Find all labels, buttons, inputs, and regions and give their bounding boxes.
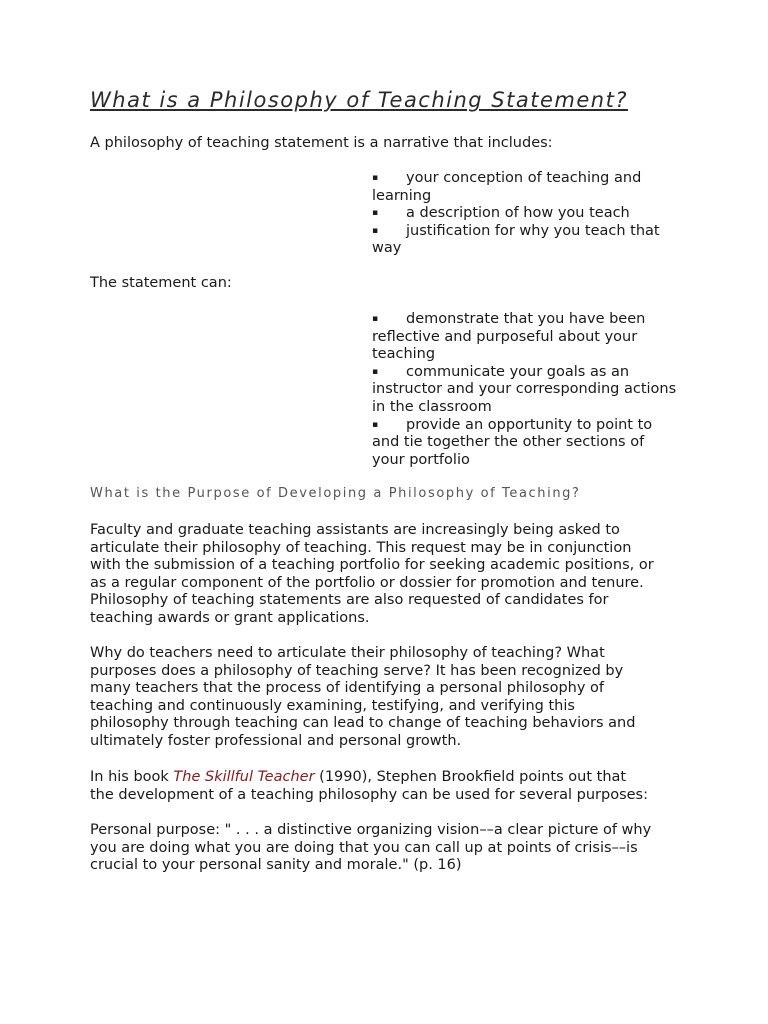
section-subheading: What is the Purpose of Developing a Philosophy of Teaching? <box>90 486 581 501</box>
includes-list <box>372 170 677 258</box>
bullet-icon: ▪ <box>372 225 379 236</box>
text-line: you are doing what you are doing that you can call up at points of crisis––is <box>90 839 638 856</box>
intro-paragraph: A philosophy of teaching statement is a narrative that includes: <box>90 135 553 151</box>
list-item-text: justification for why you teach that way <box>372 222 660 257</box>
list-item-text: a description of how you teach <box>406 205 630 222</box>
text-line: many teachers that the process of identifying a personal philosophy of <box>90 680 605 697</box>
text-segment: (1990), Stephen Brookfield points out that <box>314 769 627 785</box>
list-item <box>372 170 677 205</box>
text-segment: In his book <box>90 769 174 785</box>
paragraph-personal-purpose <box>90 822 690 875</box>
paragraph-why <box>90 645 690 751</box>
text-line: the development of a teaching philosophy can be used for several purposes: <box>90 786 648 803</box>
text-line: Faculty and graduate teaching assistants are increasingly being asked to <box>90 522 620 538</box>
list-item <box>372 311 677 364</box>
text-line: Personal purpose: " . . . a distinctive organizing vision––a clear picture of why <box>90 822 652 838</box>
text-line: ultimately foster professional and personal growth. <box>90 732 462 749</box>
paragraph-brookfield <box>90 769 690 804</box>
list-item <box>372 223 677 258</box>
text-line: articulate their philosophy of teaching. This request may be in conjunction <box>90 539 632 556</box>
book-title: The Skillful Teacher <box>173 769 315 785</box>
list-item <box>372 364 677 417</box>
paragraph-purpose <box>90 522 690 628</box>
text-line: purposes does a philosophy of teaching serve? It has been recognized by <box>90 662 624 679</box>
bullet-icon: ▪ <box>372 366 379 377</box>
list-item-text: communicate your goals as an instructor and your corresponding actions in the classroom <box>372 363 677 415</box>
text-line: teaching and continuously examining, testifying, and verifying this <box>90 697 575 714</box>
list-item <box>372 417 677 470</box>
list-item-text: demonstrate that you have been reflective and purposeful about your teaching <box>372 311 646 363</box>
list-item-text: your conception of teaching and learning <box>372 170 642 204</box>
bullet-icon: ▪ <box>372 419 379 430</box>
text-line: Philosophy of teaching statements are also requested of candidates for <box>90 592 609 609</box>
text-line: with the submission of a teaching portfolio for seeking academic positions, or <box>90 557 654 574</box>
bullet-icon: ▪ <box>372 208 379 219</box>
text-line: teaching awards or grant applications. <box>90 609 370 626</box>
text-line: as a regular component of the portfolio or dossier for promotion and tenure. <box>90 574 644 591</box>
document-title: What is a Philosophy of Teaching Statement? <box>90 88 628 112</box>
list-item-text: provide an opportunity to point to and tie together the other sections of your portfolio <box>372 416 653 468</box>
text-line: crucial to your personal sanity and morale." (p. 16) <box>90 857 462 874</box>
statement-can-list <box>372 311 677 469</box>
bullet-icon: ▪ <box>372 314 379 324</box>
bullet-icon: ▪ <box>372 173 379 183</box>
statement-can-label: The statement can: <box>90 275 232 291</box>
text-line: Why do teachers need to articulate their philosophy of teaching? What <box>90 645 605 661</box>
text-line: philosophy through teaching can lead to change of teaching behaviors and <box>90 715 636 732</box>
list-item <box>372 205 677 223</box>
